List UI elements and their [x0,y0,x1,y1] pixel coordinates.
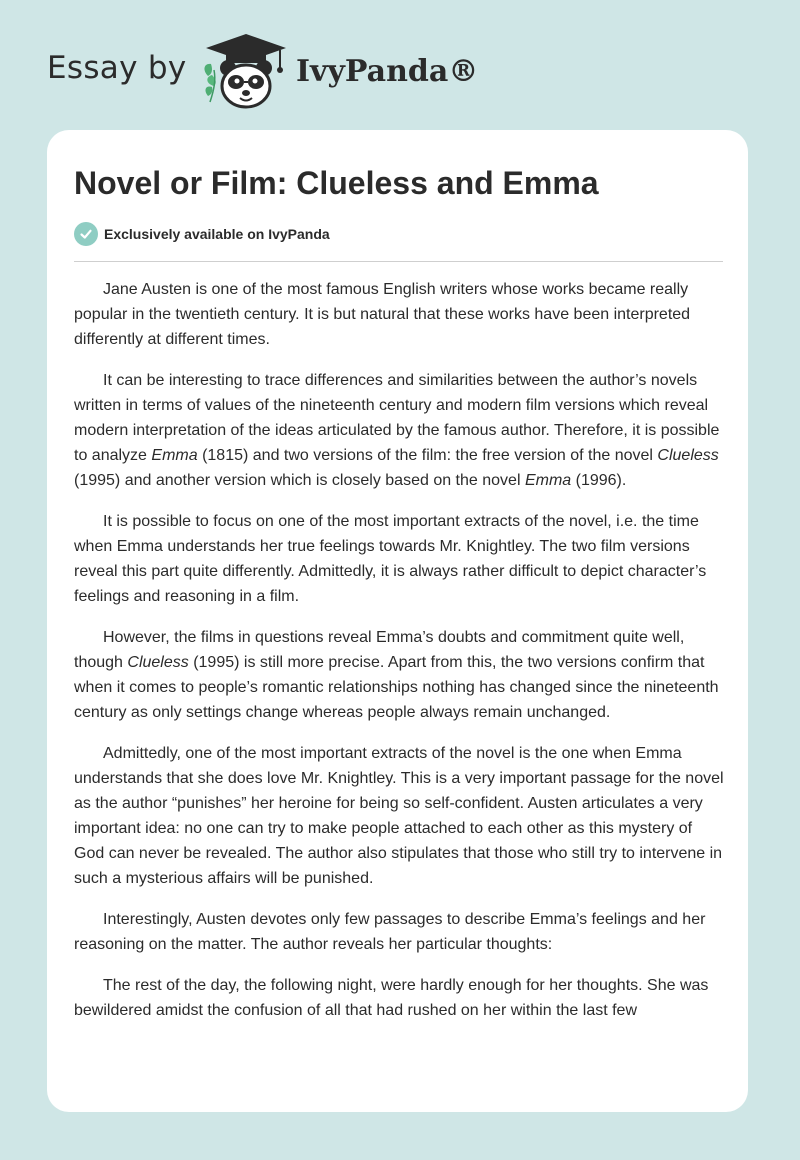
page-title: Novel or Film: Clueless and Emma [74,165,599,201]
paragraph-text: Admittedly, one of the most important extracts of the novel is the one when Emma understands that she does love Mr. Knightley. This is a very important passage for the novel as the author “punishes” her heroine for being so self-confident. Austen articulates a very important idea: no one can try to make people attached to each other as this mystery of God can never be revealed. The author also stipulates that those who still try to intervene in such a mysterious affairs will be punished. [74,745,724,887]
italic-title-text: Emma [524,472,572,489]
essay-by-label: Essay by [47,50,187,86]
paragraph-text: Jane Austen is one of the most famous English writers whose works became really popular in the twentieth century. It is but natural that these works have been interpreted differently at different times. [74,281,691,348]
essay-paragraph [74,625,726,725]
paragraph-text: The rest of the day, the following night, were hardly enough for her thoughts. She was bewildered amidst the confusion of all that had rushed on her within the last few [74,977,709,1019]
site-header [0,0,800,130]
panda-graduate-logo-icon[interactable] [200,30,292,110]
italic-title-text: Clueless [127,654,189,671]
paragraph-text: (1996). [571,472,627,489]
essay-paragraph [74,907,726,957]
essay-body [74,277,726,1039]
paragraph-text: It can be interesting to trace differences and similarities between the author’s novels written in terms of values of the nineteenth century and modern film versions which reveal modern interpretation of the ideas articulated by the famous author. Therefore, it is possible to analyze [74,372,720,464]
essay-paragraph [74,368,726,493]
divider [74,261,723,262]
paragraph-text: It is possible to focus on one of the most important extracts of the novel, i.e. the time when Emma understands her true feelings towards Mr. Knightley. The two film versions reveal this part quite differently. Admittedly, it is always rather difficult to depict character’s feelings and reasoning in a film. [74,513,707,605]
paragraph-text: However, the films in questions reveal Emma’s doubts and commitment quite well, though [74,629,685,671]
check-circle-icon [74,222,98,246]
paragraph-text: (1995) and another version which is closely based on the novel [74,472,525,489]
paragraph-text: (1995) is still more precise. Apart from this, the two versions confirm that when it comes to people’s romantic relationships nothing has changed since the nineteenth century as only settings change whereas people always remain unchanged. [74,654,719,721]
exclusive-badge [74,222,330,246]
ivypanda-brand-name[interactable]: IvyPanda® [296,54,479,89]
exclusive-label: Exclusively available on IvyPanda [104,226,330,242]
essay-paragraph [74,741,726,891]
essay-paragraph [74,973,726,1023]
essay-paragraph [74,509,726,609]
paragraph-text: Interestingly, Austen devotes only few passages to describe Emma’s feelings and her reasoning on the matter. The author reveals her particular thoughts: [74,911,706,953]
essay-paragraph [74,277,726,352]
essay-card [47,130,748,1112]
italic-title-text: Emma [151,447,198,464]
italic-title-text: Clueless [657,447,719,464]
paragraph-text: (1815) and two versions of the film: the free version of the novel [197,447,658,464]
